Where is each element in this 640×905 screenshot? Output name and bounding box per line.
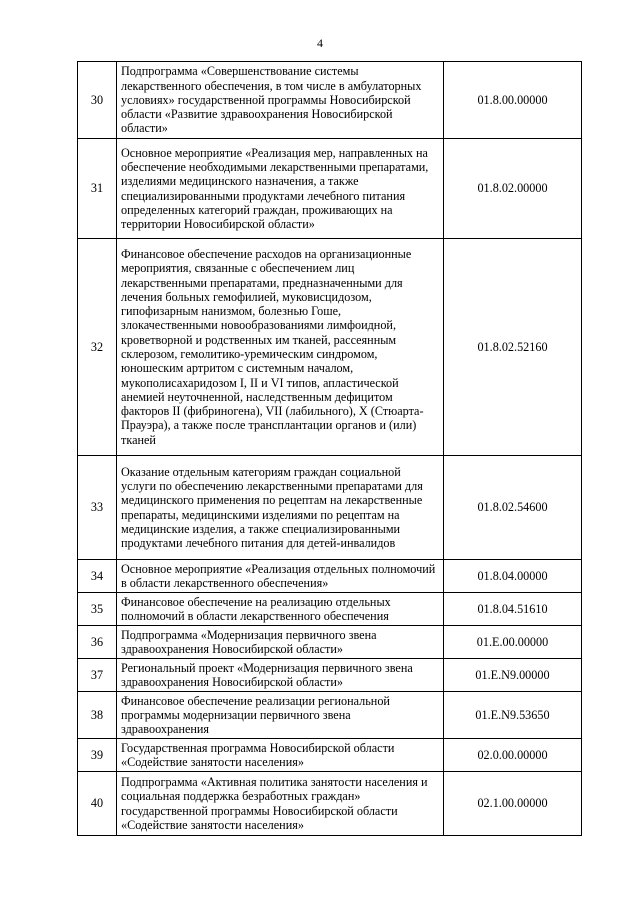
row-name: Финансовое обеспечение расходов на организационные мероприятия, связанные с обеспечением лиц лекарственными препаратами, предназначенными для лечения больных гемофилией, муковисцидозом, гипофизарным нанизмом, болезнью Гоше, злокачественными новообразованиями лимфоидной, кроветворной и родственных им тканей, рассеянным склерозом, гемолитико-уремическим синдромом, юношеским артритом с системным началом, мукополисахаридозом I, II и VI типов, апластической анемией неуточненной, наследственным дефицитом факторов II (фибриногена), VII (лабильного), X (Стюарта-Прауэра), а также после трансплантации органов и (или) тканей [117,239,444,456]
row-code: 01.8.02.00000 [444,139,582,239]
row-number: 35 [78,593,117,626]
table-row [78,626,582,659]
table-row [78,139,582,239]
row-name: Основное мероприятие «Реализация отдельных полномочий в области лекарственного обеспечения» [117,560,444,593]
row-number: 38 [78,692,117,739]
row-number: 36 [78,626,117,659]
table-row [78,62,582,139]
table-row [78,593,582,626]
row-code: 01.8.04.51610 [444,593,582,626]
table-row [78,739,582,772]
row-number: 33 [78,456,117,560]
row-name: Региональный проект «Модернизация первичного звена здравоохранения Новосибирской области» [117,659,444,692]
row-name: Основное мероприятие «Реализация мер, направленных на обеспечение необходимыми лекарственными препаратами, изделиями медицинского назначения, а также специализированными продуктами лечебного питания определенных категорий граждан, проживающих на территории Новосибирской области» [117,139,444,239]
row-code: 01.Е.N9.00000 [444,659,582,692]
table-row [78,772,582,836]
row-code: 01.8.02.52160 [444,239,582,456]
page-number: 4 [317,36,323,50]
row-code: 01.8.04.00000 [444,560,582,593]
row-name: Подпрограмма «Совершенствование системы лекарственного обеспечения, в том числе в амбулаторных условиях» государственной программы Новосибирской области «Развитие здравоохранения Новосибирской области» [117,62,444,139]
row-number: 34 [78,560,117,593]
row-number: 40 [78,772,117,836]
table-row [78,456,582,560]
row-code: 02.1.00.00000 [444,772,582,836]
row-name: Оказание отдельным категориям граждан социальной услуги по обеспечению лекарственными препаратами для медицинского применения по рецептам на лекарственные препараты, медицинскими изделиями по рецептам на медицинские изделия, а также специализированными продуктами лечебного питания для детей-инвалидов [117,456,444,560]
row-code: 01.Е.N9.53650 [444,692,582,739]
row-number: 31 [78,139,117,239]
row-name: Подпрограмма «Модернизация первичного звена здравоохранения Новосибирской области» [117,626,444,659]
row-number: 32 [78,239,117,456]
row-code: 02.0.00.00000 [444,739,582,772]
row-number: 37 [78,659,117,692]
row-number: 39 [78,739,117,772]
budget-classification-table [77,61,582,836]
row-name: Государственная программа Новосибирской области «Содействие занятости населения» [117,739,444,772]
row-number: 30 [78,62,117,139]
row-name: Финансовое обеспечение реализации региональной программы модернизации первичного звена здравоохранения [117,692,444,739]
table-row [78,239,582,456]
row-name: Подпрограмма «Активная политика занятости населения и социальная поддержка безработных граждан» государственной программы Новосибирской области «Содействие занятости населения» [117,772,444,836]
row-code: 01.8.00.00000 [444,62,582,139]
row-name: Финансовое обеспечение на реализацию отдельных полномочий в области лекарственного обеспечения [117,593,444,626]
row-code: 01.8.02.54600 [444,456,582,560]
table-row [78,659,582,692]
row-code: 01.Е.00.00000 [444,626,582,659]
table-row [78,692,582,739]
table-row [78,560,582,593]
